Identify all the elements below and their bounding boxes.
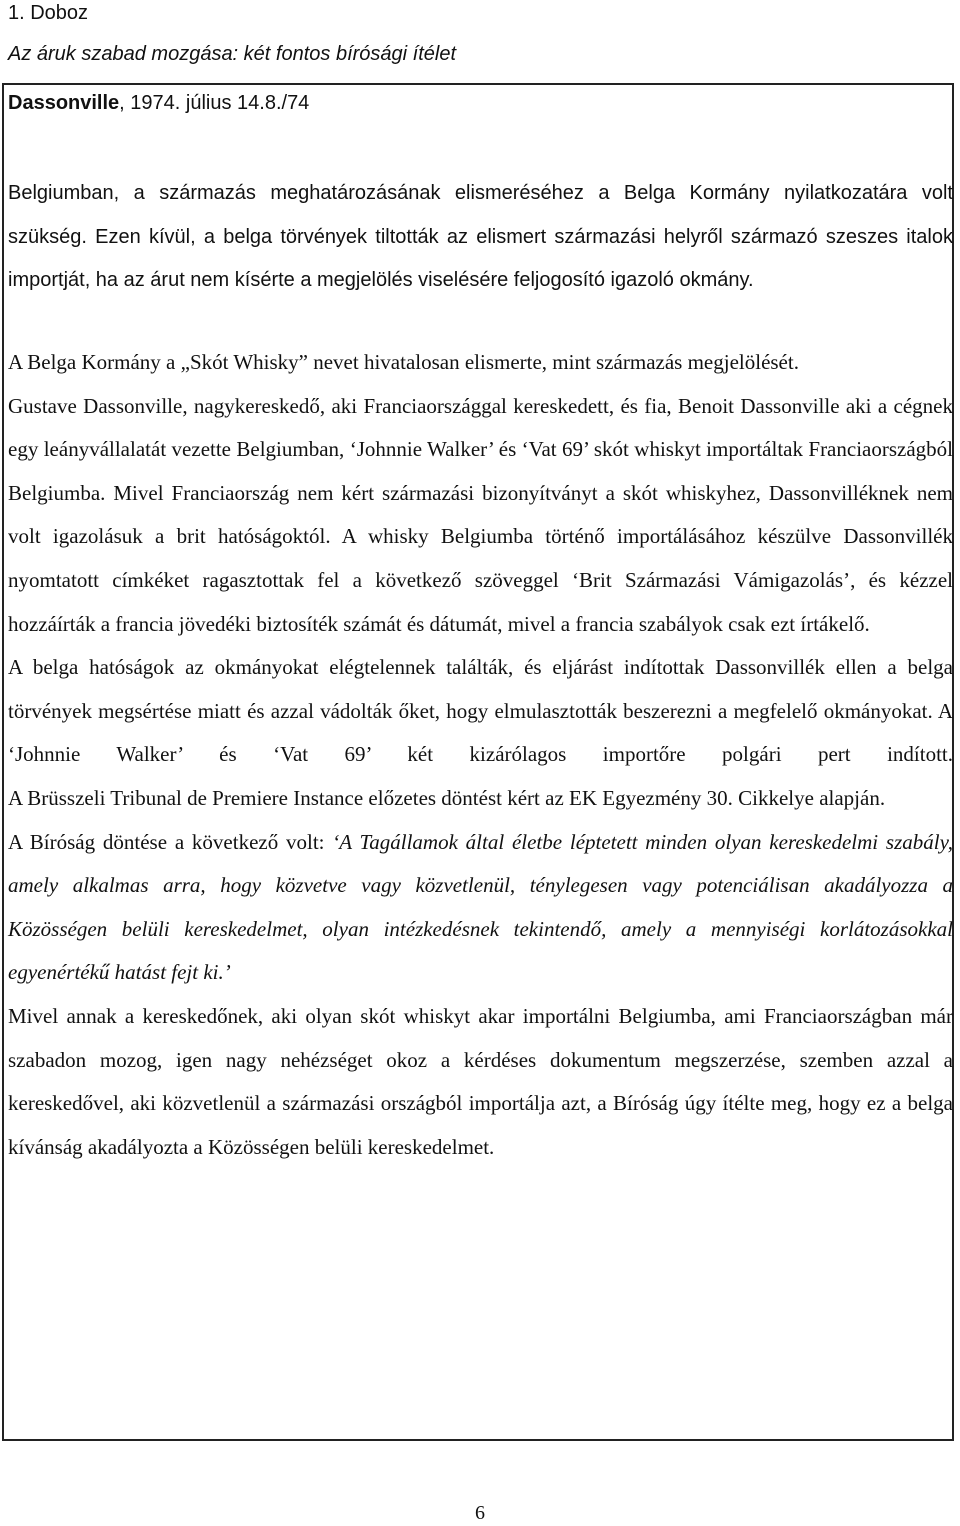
case-date: , 1974. július 14.8./74	[119, 92, 310, 114]
paragraph-recognition: A Belga Kormány a „Skót Whisky” nevet hivatalosan elismerte, mint származás megjelölését.	[8, 350, 799, 374]
box-label: 1. Doboz	[8, 2, 89, 24]
paragraph-ruling	[8, 821, 953, 995]
case-body	[8, 341, 953, 1169]
paragraph-facts: Gustave Dassonville, nagykereskedő, aki Franciaországgal kereskedett, és fia, Benoit Dassonville aki a cégnek egy leányvállalatát vezette Belgiumban, ‘Johnnie Walker’ és ‘Vat 69’ skót whiskyt importáltak Franciaországból Belgiumba. Mivel Franciaország nem kért származási bizonyítványt a skót whiskyhez, Dassonvilléknek nem volt igazolásuk a brit hatóságoktól. A whisky Belgiumba történő importálásához készülve Dassonvillék nyomtatott címkéket ragasztottak fel a következő szöveggel ‘Brit Származási Vámigazolás’, és kézzel hozzáírták a francia jövedéki biztosíték számát és dátumát, mivel a francia szabályok csak ezt írtákelő.	[8, 393, 953, 636]
ruling-lead: A Bíróság döntése a következő volt:	[8, 829, 333, 854]
intro-paragraph: Belgiumban, a származás meghatározásának elismeréséhez a Belga Kormány nyilatkozatára volt szükség. Ezen kívül, a belga törvények tiltották az elismert származási helyről származó szeszes italok importját, ha az árut nem kísérte a megjelölés viselésére feljogosító igazoló okmány.	[8, 182, 953, 291]
paragraph-conclusion: Mivel annak a kereskedőnek, aki olyan skót whiskyt akar importálni Belgiumba, ami Franciaországban már szabadon mozog, igen nagy nehézséget okoz a kérdéses dokumentum megszerzése, szemben azzal a kereskedővel, aki közvetlenül a származási országból importálja azt, a Bíróság úgy ítélte meg, hogy ez a belga kívánság akadályozta a Közösségen belüli kereskedelmet.	[8, 1003, 953, 1159]
ruling-quote: ‘A Tagállamok által életbe léptetett minden olyan kereskedelmi szabály, amely alkalmas arra, hogy közvetve vagy közvetlenül, ténylegesen vagy potenciálisan akadályozza a Közösségen belüli kereskedelmet, olyan intézkedésnek tekintendő, amely a mennyiségi korlátozásokkal egyenértékű hatást fejt ki.’	[8, 829, 953, 985]
case-name: Dassonville	[8, 92, 120, 114]
paragraph-referral: A Brüsszeli Tribunal de Premiere Instance előzetes döntést kért az EK Egyezmény 30. Cikkelye alapján.	[8, 785, 886, 810]
case-line	[8, 88, 309, 118]
box-title: Az áruk szabad mozgása: két fontos bírósági ítélet	[8, 43, 457, 65]
page-number: 6	[475, 1502, 485, 1524]
paragraph-proceedings: A belga hatóságok az okmányokat elégtelennek találták, és eljárást indítottak Dassonvillék ellen a belga törvények megsértése miatt és azzal vádolták őket, hogy elmulasztották beszerezni a megfelelő okmányokat. A ‘Johnnie Walker’ és ‘Vat 69’ két kizárólagos importőre polgári pert indított.	[8, 655, 953, 767]
